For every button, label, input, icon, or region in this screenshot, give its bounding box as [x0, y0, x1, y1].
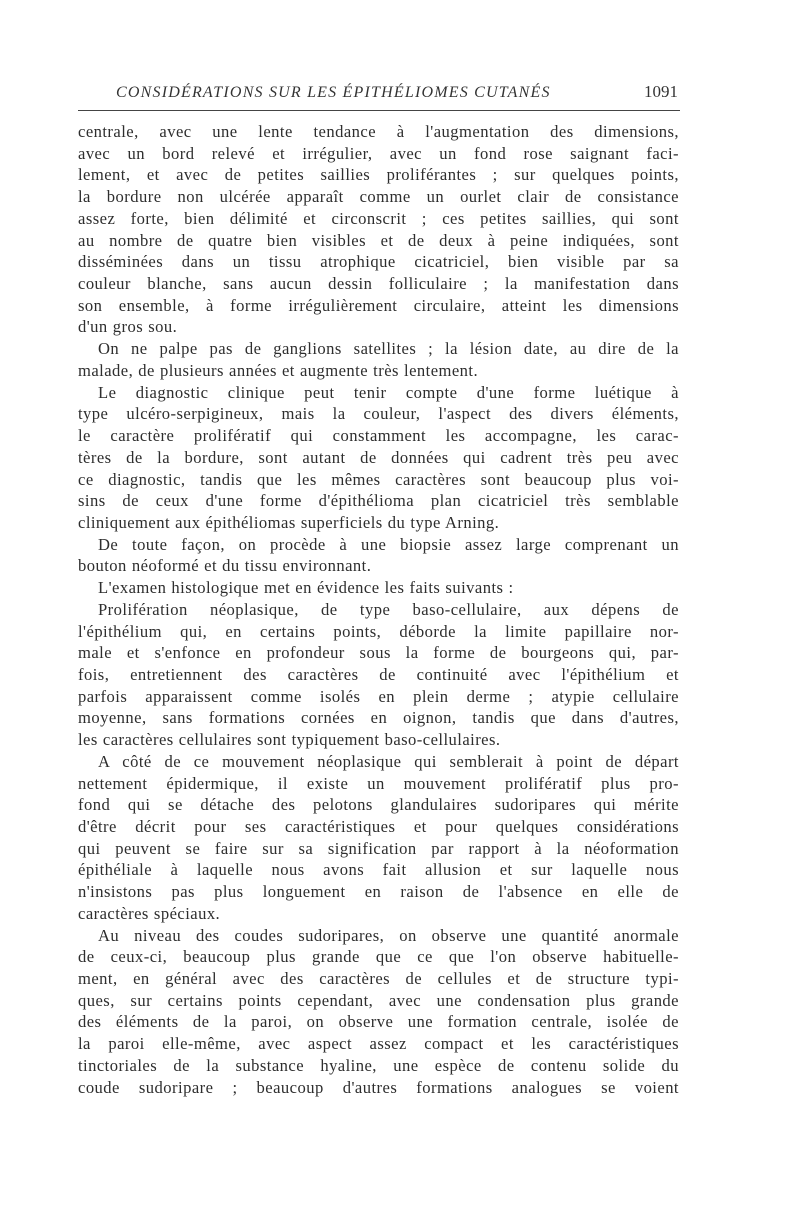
text-line: type ulcéro-serpigineux, mais la couleur, l'aspect des divers éléments,	[78, 404, 679, 424]
text-line: coude sudoripare ; beaucoup d'autres formations analogues se voient	[78, 1077, 679, 1097]
text-line: ques, sur certains points cependant, avec une condensation plus grande	[78, 990, 679, 1010]
text-line: ce diagnostic, tandis que les mêmes caractères sont beaucoup plus voi-	[78, 469, 679, 489]
text-line: fois, entretiennent des caractères de continuité avec l'épithélium et	[78, 664, 679, 684]
text-line: L'examen histologique met en évidence les faits suivants :	[98, 578, 514, 598]
text-line: fond qui se détache des pelotons glandulaires sudoripares qui mérite	[78, 795, 679, 815]
text-line: A côté de ce mouvement néoplasique qui semblerait à point de départ	[98, 751, 679, 771]
text-line: le caractère prolifératif qui constamment les accompagne, les carac-	[78, 426, 679, 446]
text-line: au nombre de quatre bien visibles et de deux à peine indiquées, sont	[78, 230, 679, 250]
text-line: d'un gros sou.	[78, 317, 178, 337]
running-head	[78, 82, 678, 102]
text-line: De toute façon, on procède à une biopsie assez large comprenant un	[98, 534, 679, 554]
text-line: tères de la bordure, sont autant de données qui cadrent très peu avec	[78, 447, 679, 467]
text-line: Au niveau des coudes sudoripares, on observe une quantité anormale	[98, 925, 679, 945]
text-line: On ne palpe pas de ganglions satellites ; la lésion date, au dire de la	[98, 339, 679, 359]
text-line: nettement épidermique, il existe un mouvement prolifératif plus pro-	[78, 773, 679, 793]
text-line: male et s'enfonce en profondeur sous la forme de bourgeons qui, par-	[78, 643, 679, 663]
text-line: moyenne, sans formations cornées en oignon, tandis que dans d'autres,	[78, 708, 679, 728]
text-line: caractères spéciaux.	[78, 903, 221, 923]
text-line: couleur blanche, sans aucun dessin folliculaire ; la manifestation dans	[78, 274, 679, 294]
text-line: malade, de plusieurs années et augmente très lentement.	[78, 360, 479, 380]
header-rule	[78, 110, 680, 111]
text-line: lement, et avec de petites saillies proliférantes ; sur quelques points,	[78, 165, 679, 185]
text-line: sins de ceux d'une forme d'épithélioma plan cicatriciel très semblable	[78, 491, 679, 511]
text-line: la bordure non ulcérée apparaît comme un ourlet clair de consistance	[78, 187, 679, 207]
running-title: CONSIDÉRATIONS SUR LES ÉPITHÉLIOMES CUTANÉS	[116, 84, 551, 101]
text-line: ment, en général avec des caractères de cellules et de structure typi-	[78, 969, 679, 989]
text-line: épithéliale à laquelle nous avons fait allusion et sur laquelle nous	[78, 860, 679, 880]
text-line: parfois apparaissent comme isolés en plein derme ; atypie cellulaire	[78, 686, 679, 706]
text-line: n'insistons pas plus longuement en raison de l'absence en elle de	[78, 882, 679, 902]
text-line: Le diagnostic clinique peut tenir compte d'une forme luétique à	[98, 382, 679, 402]
text-line: avec un bord relevé et irrégulier, avec un fond rose saignant faci-	[78, 143, 679, 163]
text-line: d'être décrit pour ses caractéristiques et pour quelques considérations	[78, 817, 679, 836]
text-line: Prolifération néoplasique, de type baso-cellulaire, aux dépens de	[98, 599, 679, 619]
text-line: disséminées dans un tissu atrophique cicatriciel, bien visible par sa	[78, 252, 679, 272]
text-line: les caractères cellulaires sont typiquement baso-cellulaires.	[78, 730, 501, 750]
text-line: des éléments de la paroi, on observe une formation centrale, isolée de	[78, 1012, 679, 1032]
text-line: cliniquement aux épithéliomas superficiels du type Arning.	[78, 512, 500, 532]
text-line: qui peuvent se faire sur sa signification par rapport à la néoformation	[78, 838, 679, 858]
text-line: bouton néoformé et du tissu environnant.	[78, 556, 372, 576]
page-number: 1091	[644, 82, 678, 101]
text-line: l'épithélium qui, en certains points, déborde la limite papillaire nor-	[78, 621, 679, 641]
text-line: la paroi elle-même, avec aspect assez compact et les caractéristiques	[78, 1034, 679, 1054]
text-line: son ensemble, à forme irrégulièrement circulaire, atteint les dimensions	[78, 295, 679, 315]
text-line: tinctoriales de la substance hyaline, une espèce de contenu solide du	[78, 1055, 679, 1075]
text-line: centrale, avec une lente tendance à l'augmentation des dimensions,	[78, 122, 679, 141]
text-line: de ceux-ci, beaucoup plus grande que ce que l'on observe habituelle-	[78, 947, 679, 967]
text-line: assez forte, bien délimité et circonscrit ; ces petites saillies, qui sont	[78, 208, 679, 228]
body-text	[78, 121, 679, 1098]
